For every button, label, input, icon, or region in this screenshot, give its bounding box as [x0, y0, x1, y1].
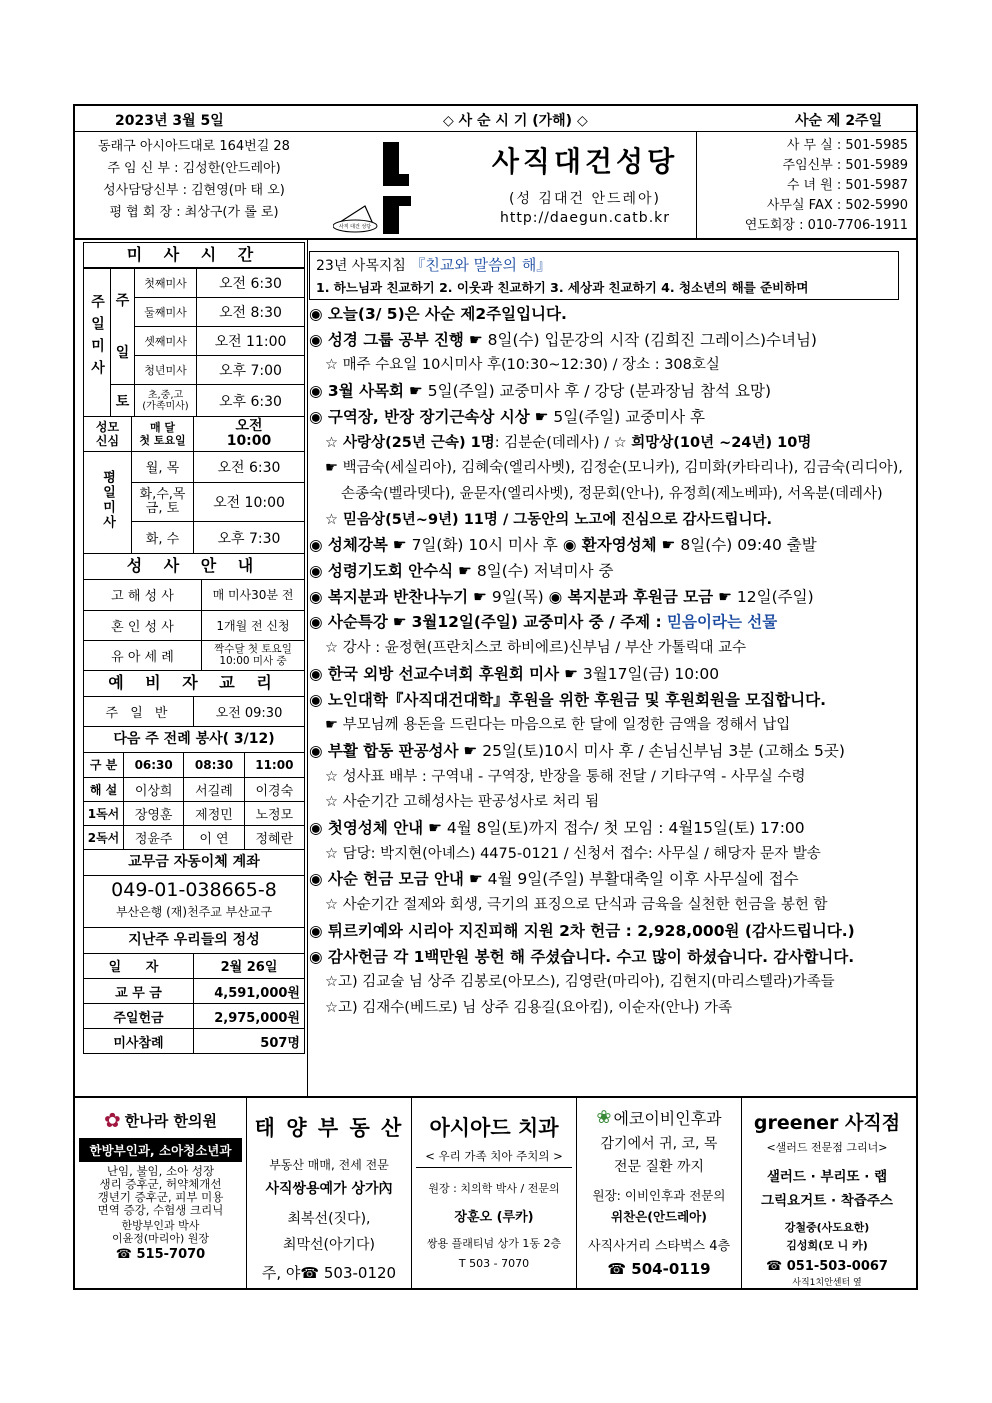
weekday-mass-table: [83, 452, 305, 555]
news-detail: ☛ 5일(주일) 교중미사 후 / 강당 (분과장님 참석 요망): [404, 382, 772, 401]
news-detail: ☛ 4월 9일(주일) 부활대축일 이후 사무실에 접수: [463, 870, 799, 889]
news-item: [309, 533, 913, 559]
news-subline: : 김분순(데레사) / ☆: [494, 434, 632, 451]
news-heading: ◉ 첫영성체 안내: [309, 819, 424, 838]
ad-eco-ent[interactable]: [577, 1098, 742, 1288]
church-logo: [333, 140, 413, 236]
news-detail: ☛ 5일(주일) 교중미사 후: [529, 407, 706, 426]
sunday-mass-label: 주일미사: [84, 269, 111, 417]
ad-greener[interactable]: [742, 1098, 912, 1288]
service-head: 구 분: [84, 753, 124, 777]
service-person: 서길례: [184, 777, 244, 801]
service-role: 2독서: [84, 825, 124, 849]
announcements-column: [309, 251, 913, 1022]
phone-prayer-leader: 연도회장 : 010-7706-1911: [744, 218, 908, 233]
account-box: [83, 876, 305, 928]
ad-phone: ☎ 051-503-0067: [766, 1259, 888, 1274]
service-person: 노정모: [244, 801, 304, 825]
church-patron: (성 김대건 안드레아): [508, 191, 662, 207]
news-heading: ◉ 사순특강: [309, 613, 388, 632]
news-detail: ☛ 8일(수) 09:40 출발: [656, 536, 817, 555]
service-title: 다음 주 전례 봉사( 3/12): [83, 727, 305, 753]
service-role: 1독서: [84, 801, 124, 825]
account-title: 교무금 자동이체 계좌: [83, 850, 305, 876]
ad-line: 강철중(사도요한): [784, 1221, 870, 1234]
ad-phone: 주, 야☎ 503-0120: [261, 1264, 397, 1282]
church-header: [75, 132, 916, 240]
news-item: [309, 970, 913, 996]
news-detail: ☛ 25일(토)10시 미사 후 / 손님신부님 3분 (고해소 5곳): [458, 741, 845, 760]
ad-line: 김성희(모 니 카): [786, 1239, 868, 1252]
sacrament-name: 혼 인 성 사: [84, 610, 202, 640]
sunday-label: 주 일: [111, 269, 135, 385]
service-table: [83, 753, 305, 850]
motto-goals: 1. 하느님과 친교하기 2. 이웃과 친교하기 3. 세상과 친교하기 4. 청소년의 해를 준비하며: [316, 280, 809, 295]
news-item: [309, 328, 913, 354]
news-subline: ☆ 성사표 배부 : 구역내 - 구역장, 반장을 통해 전달 / 기타구역 - 사무실 수령: [325, 768, 806, 785]
account-bank: 부산은행 (재)천주교 부산교구: [115, 904, 273, 919]
ad-phone: ☎ 504-0119: [607, 1260, 711, 1278]
mass-time: 오전 10:00: [194, 483, 305, 522]
offering-value: 2월 26일: [194, 954, 305, 979]
news-detail: ☛ 12일(주일): [713, 587, 814, 606]
service-role: 해 설: [84, 777, 124, 801]
mass-time: 오후 6:30: [197, 385, 305, 417]
ad-line: 샐러드 · 부리또 · 랩: [766, 1169, 888, 1185]
sacrament-title: 성 사 안 내: [83, 554, 305, 580]
news-detail: ☛ 4월 8일(토)까지 접수/ 첫 모임 : 4월15일(토) 17:00: [423, 819, 805, 838]
phone-convent: 수 녀 원 : 501-5987: [786, 178, 908, 193]
news-subline: ☆ 사순기간 고해성사는 판공성사로 처리 됨: [325, 794, 600, 811]
pastor-line: 주 임 신 부 : 김성한(안드레아): [107, 161, 281, 176]
news-subline: ☛ 백금숙(세실리아), 김혜숙(엘리사벳), 김정순(모니카), 김미화(카타리나), 김금숙(리디아),: [325, 460, 903, 477]
news-item: [309, 379, 913, 405]
ad-line: 원장: 이비인후과 전문의: [592, 1188, 726, 1203]
ad-line: 생리 증후군, 허약체개선: [99, 1177, 222, 1191]
saturday-label: 토: [111, 385, 135, 417]
ad-line: 한방부인과 박사: [121, 1219, 200, 1232]
news-detail: ☛: [387, 613, 412, 632]
news-subline-bold: 희망상(10년 ~24년) 10명: [631, 434, 812, 451]
sacrament-name: 유 아 세 례: [84, 640, 202, 670]
news-subline: ☆ 강사 : 윤정현(프란치스코 하비에르)신부님 / 부산 가톨릭대 교수: [325, 640, 747, 657]
mass-name: 초,중,고 (가족미사): [135, 385, 197, 417]
church-title-block: [470, 140, 700, 226]
ad-dept: 한방부인과, 소아청소년과: [79, 1138, 242, 1162]
news-item: [309, 610, 913, 636]
ad-name: greener 사직점: [753, 1112, 901, 1134]
news-subline: ☆ 담당: 박지현(아녜스) 4475-0121 / 신청서 접수: 사무실 / 해당자 문자 발송: [325, 845, 821, 862]
address-block: [81, 136, 307, 224]
news-item: [309, 996, 913, 1022]
news-heading: ◉ 구역장, 반장 장기근속상 시상: [309, 407, 530, 426]
news-detail: ☛ 8일(수) 입문강의 시작 (김희진 그레이스)수녀님): [463, 330, 817, 349]
mass-time: 오후 7:30: [194, 522, 305, 554]
catechism-title: 예 비 자 교 리: [83, 671, 305, 697]
news-item: [309, 867, 913, 893]
mass-time: 오전 6:30: [197, 269, 305, 298]
bulletin-page: [73, 104, 918, 1290]
news-list: [309, 302, 913, 1022]
news-item: [309, 688, 913, 714]
phone-list: [696, 132, 916, 238]
news-subline: ☛ 부모님께 용돈을 드린다는 마음으로 한 달에 일정한 금액을 정해서 납입: [325, 717, 791, 734]
ad-taeyang-realty[interactable]: [247, 1098, 412, 1288]
ad-hannara-clinic[interactable]: [75, 1098, 247, 1288]
news-detail: ☛ 9일(목): [468, 587, 549, 606]
sunday-week: 사순 제 2주일: [795, 113, 883, 129]
news-heading: ◉ 오늘(3/ 5)은 사순 제2주일입니다.: [309, 305, 567, 323]
priest-line: 성사담당신부 : 김현영(마 태 오): [103, 183, 285, 198]
ad-line: T 503 - 7070: [458, 1257, 530, 1270]
news-item: [309, 302, 913, 328]
offering-label: 미사참례: [84, 1029, 194, 1054]
devotion-day: 매 달 첫 토요일: [132, 417, 194, 451]
ad-line: 난임, 불임, 소아 성장: [106, 1164, 215, 1178]
ad-sub: < 우리 가족 치아 주치의 >: [416, 1148, 572, 1168]
account-number: 049-01-038665-8: [111, 878, 277, 901]
news-subline-bold: ☆ 믿음상(5년~9년) 11명 / 그동안의 노고에 진심으로 감사드립니다.: [325, 511, 773, 528]
ad-line: 전문 질환 까지: [613, 1159, 705, 1175]
service-head: 11:00: [244, 753, 304, 777]
logo-text: 사직 대건 성당: [338, 224, 372, 230]
column-divider: [307, 240, 308, 1096]
news-item: [309, 893, 913, 919]
service-head: 08:30: [184, 753, 244, 777]
news-item: [309, 662, 913, 688]
ad-name: 태 양 부 동 산: [254, 1116, 404, 1140]
offering-value: 4,591,000원: [194, 979, 305, 1004]
sacrament-name: 고 해 성 사: [84, 580, 202, 610]
ad-line: 장훈오 (루카): [454, 1210, 534, 1225]
flower-icon: ✿: [104, 1108, 121, 1132]
news-detail: ☛ 8일(수) 저녁미사 중: [453, 562, 614, 581]
news-item: [309, 713, 913, 739]
service-person: 이상희: [124, 777, 184, 801]
ad-line: 이윤정(마리아) 원장: [111, 1232, 210, 1245]
news-item: [309, 405, 913, 431]
ad-name: 에코이비인후과: [613, 1109, 722, 1128]
ad-line: 부동산 매매, 전세 전문: [269, 1158, 389, 1172]
catechism-time: 오전 09:30: [194, 697, 305, 727]
phone-pastor: 주임신부 : 501-5989: [782, 158, 908, 173]
motto-label: 23년 사목지침: [316, 258, 411, 274]
service-head: 06:30: [124, 753, 184, 777]
news-item: [309, 559, 913, 585]
news-item: [309, 456, 913, 482]
ad-footnote: 사직1치안센터 옆: [792, 1278, 862, 1288]
offering-table: [83, 954, 305, 1055]
news-subline-bold: ☆ 사랑상(25년 근속) 1명: [325, 434, 495, 451]
weekday-mass-label: 평일미사: [84, 452, 132, 554]
news-item: [309, 945, 913, 971]
ad-line: 면역 증강, 수험생 크리닉: [97, 1203, 224, 1217]
liturgical-season: ◇ 사 순 시 기 (가해) ◇: [443, 113, 588, 129]
news-item: [309, 482, 913, 508]
service-person: 제정민: [184, 801, 244, 825]
ad-line: 원장 : 치의학 박사 / 전문의: [428, 1182, 560, 1195]
news-detail-bold: 3월12일(주일) 교중미사 중 / 주제 :: [411, 613, 668, 632]
news-item: [309, 765, 913, 791]
church-url[interactable]: http://daegun.catb.kr: [499, 210, 671, 226]
mass-time: 오전 6:30: [194, 452, 305, 483]
offering-label: 주일헌금: [84, 1004, 194, 1029]
news-item: [309, 585, 913, 611]
devotion-label: 성모 신심: [84, 417, 132, 451]
church-name: 사직대건성당: [491, 145, 679, 178]
sacrament-note: 짝수달 첫 토요일 10:00 미사 중: [202, 640, 305, 670]
news-heading: ◉ 부활 합동 판공성사: [309, 741, 459, 760]
mass-name: 셋째미사: [135, 327, 197, 356]
offering-label: 일 자: [84, 954, 194, 979]
offering-label: 교 무 금: [84, 979, 194, 1004]
ad-line: 사직사거리 스타벅스 4층: [587, 1239, 731, 1254]
service-person: 장영훈: [124, 801, 184, 825]
mass-day: 화, 수: [132, 522, 194, 554]
mass-name: 첫째미사: [135, 269, 197, 298]
news-item: [309, 636, 913, 662]
mass-time: 오후 7:00: [197, 356, 305, 385]
ad-sub: <샐러드 전문점 그리너>: [766, 1141, 888, 1154]
news-heading: ◉ 복지분과 후원금 모금: [548, 587, 714, 606]
holy-hour-table: [83, 417, 305, 452]
mass-times-title: 미 사 시 간: [83, 242, 305, 268]
news-item: [309, 816, 913, 842]
offering-value: 2,975,000원: [194, 1004, 305, 1029]
news-highlight: 믿음이라는 선물: [667, 613, 778, 632]
news-heading: ◉ 튀르키예와 시리아 지진피해 지원 2차 헌금 : 2,928,000원 (감사드립니다.): [309, 921, 855, 940]
bulletin-date: 2023년 3월 5일: [115, 113, 224, 129]
sacrament-note: 매 미사30분 전: [202, 580, 305, 610]
news-item: [309, 508, 913, 534]
council-line: 평 협 회 장 : 최상구(가 롤 로): [109, 205, 279, 220]
address-line: 동래구 아시아드대로 164번길 28: [98, 139, 290, 154]
news-heading: ◉ 복지분과 반찬나누기: [309, 587, 469, 606]
phone-fax: 사무실 FAX : 502-5990: [766, 198, 908, 213]
mass-name: 둘째미사: [135, 298, 197, 327]
news-subline: ☆ 사순기간 절제와 회생, 극기의 표징으로 단식과 금육을 실천한 헌금을 봉헌 함: [325, 897, 828, 914]
sacrament-note: 1개월 전 신청: [202, 610, 305, 640]
ad-line: 그릭요거트 · 착즙주스: [761, 1193, 893, 1209]
mass-day: 화,수,목 금, 토: [132, 483, 194, 522]
news-item: [309, 842, 913, 868]
catechism-table: [83, 697, 305, 728]
news-subline: ☆고) 김교술 님 상주 김봉로(아모스), 김영란(마리아), 김현지(마리스텔라)가족들: [325, 974, 835, 991]
ad-line: 위찬은(안드레아): [611, 1209, 707, 1224]
ad-asiad-dental[interactable]: [412, 1098, 577, 1288]
news-item: [309, 739, 913, 765]
news-detail: ☛ 3월17일(금) 10:00: [559, 664, 720, 683]
news-heading: ◉ 한국 외방 선교수녀회 후원회 미사: [309, 664, 560, 683]
devotion-time: 오전 10:00: [194, 417, 305, 451]
mass-time: 오전 8:30: [197, 298, 305, 327]
news-heading: ◉ 성령기도회 안수식: [309, 562, 454, 581]
pastoral-motto-box: [309, 251, 899, 300]
ad-name: 한나라 한의원: [124, 1111, 217, 1130]
ad-phone: ☎ 515-7070: [115, 1247, 206, 1262]
mass-time: 오전 11:00: [197, 327, 305, 356]
phone-office: 사 무 실 : 501-5985: [786, 138, 908, 153]
ad-line: 사직쌍용예가 상가內: [265, 1181, 393, 1197]
service-person: 이 연: [184, 825, 244, 849]
news-heading: ◉ 환자영성체: [562, 536, 657, 555]
catechism-class: 주 일 반: [84, 697, 194, 727]
news-detail: ☛ 7일(화) 10시 미사 후: [387, 536, 563, 555]
sunday-mass-table: [83, 268, 305, 417]
news-heading: ◉ 성경 그룹 공부 진행: [309, 330, 464, 349]
news-item: [309, 431, 913, 457]
left-column: [83, 242, 305, 1094]
offering-title: 지난주 우리들의 정성: [83, 928, 305, 954]
news-heading: ◉ 노인대학『사직대건대학』후원을 위한 후원금 및 후원회원을 모집합니다.: [309, 690, 827, 709]
ad-line: 쌍용 플래티넘 상가 1동 2층: [426, 1237, 562, 1250]
service-person: 정윤주: [124, 825, 184, 849]
ads-bar: [75, 1096, 916, 1288]
news-item: [309, 790, 913, 816]
offering-value: 507명: [194, 1029, 305, 1054]
news-subline: ☆ 매주 수요일 10시미사 후(10:30~12:30) / 장소 : 308호실: [325, 357, 720, 374]
mass-day: 월, 목: [132, 452, 194, 483]
service-person: 정혜란: [244, 825, 304, 849]
news-heading: ◉ 감사헌금 각 1백만원 봉헌 해 주셨습니다. 수고 많이 하셨습니다. 감사합니다.: [309, 947, 855, 966]
ad-line: 갱년기 증후군, 피부 미용: [97, 1190, 224, 1204]
ad-line: 감기에서 귀, 코, 목: [600, 1136, 718, 1152]
motto-theme: 『친교와 말씀의 해』: [410, 256, 552, 274]
ad-line: 최복선(짓다),: [287, 1211, 371, 1227]
ad-name: 아시아드 치과: [429, 1116, 559, 1140]
ad-line: 최막선(아기다): [282, 1237, 376, 1253]
clover-icon: ❀: [596, 1107, 612, 1128]
news-heading: ◉ 사순 헌금 모금 안내: [309, 870, 464, 889]
news-subline: 손종숙(벨라뎃다), 윤문자(엘리사벳), 정문회(안나), 유정희(제노베파), 서옥분(데레사): [341, 485, 883, 502]
service-person: 이경숙: [244, 777, 304, 801]
news-subline: ☆고) 김재수(베드로) 님 상주 김용길(요아킴), 이순자(안나) 가족: [325, 999, 733, 1016]
news-item: [309, 353, 913, 379]
news-heading: ◉ 3월 사목회: [309, 382, 404, 401]
mass-name: 청년미사: [135, 356, 197, 385]
header-bar: [75, 106, 916, 132]
news-item: [309, 919, 913, 945]
sacrament-table: [83, 580, 305, 671]
news-heading: ◉ 성체강복: [309, 536, 388, 555]
